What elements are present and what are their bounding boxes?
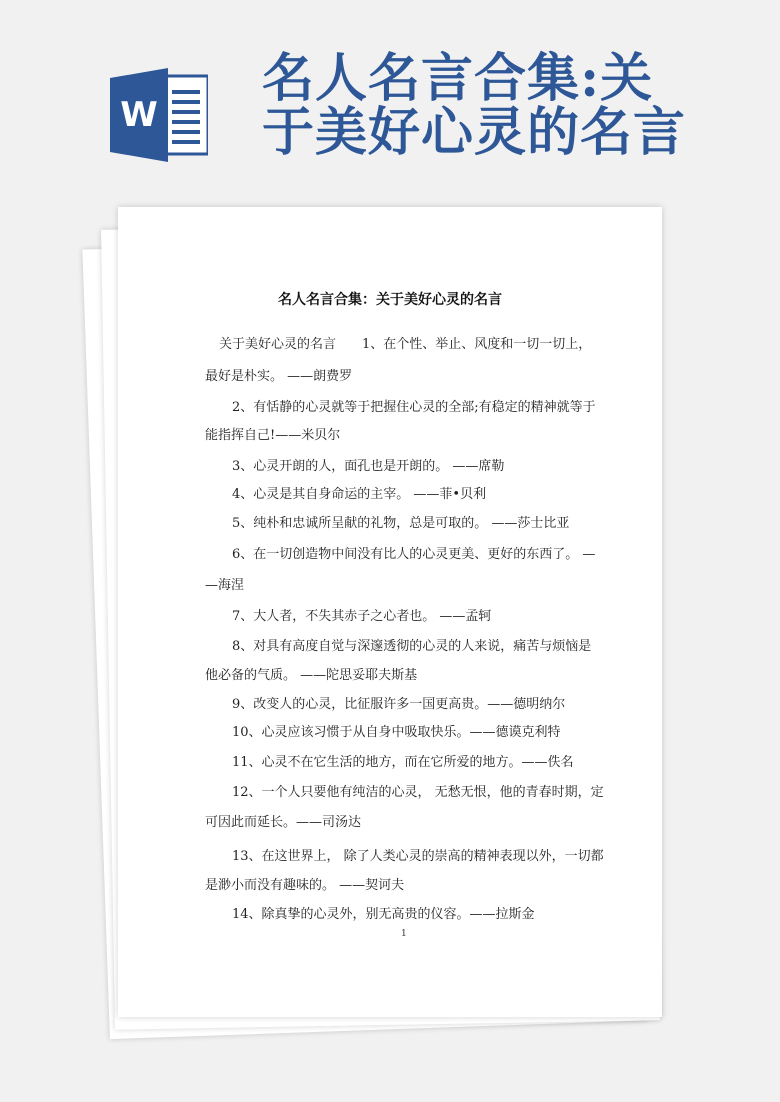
text-line: 13、在这世界上， 除了人类心灵的崇高的精神表现以外，一切都 [232, 849, 604, 864]
text-line: 关于美好心灵的名言 1、在个性、举止、风度和一切一切上， [219, 337, 592, 352]
word-icon [110, 68, 208, 162]
text-line: 9、改变人的心灵，比征服许多一国更高贵。——德明纳尔 [232, 697, 566, 712]
word-icon-letter: W [120, 95, 158, 135]
text-line: 8、对具有高度自觉与深邃透彻的心灵的人来说，痛苦与烦恼是 [232, 639, 592, 654]
page-number: 1 [401, 929, 407, 939]
text-line: —海涅 [205, 578, 245, 593]
text-line: 11、心灵不在它生活的地方，而在它所爱的地方。——佚名 [232, 755, 574, 770]
text-line: 可因此而延长。——司汤达 [205, 815, 362, 830]
document-title: 名人名言合集：关于美好心灵的名言 [278, 292, 502, 308]
text-line: 最好是朴实。 ——朗费罗 [205, 369, 353, 384]
text-line: 6、在一切创造物中间没有比人的心灵更美、更好的东西了。 — [232, 547, 596, 562]
text-line: 5、纯朴和忠诚所呈献的礼物，总是可取的。 ——莎士比亚 [232, 516, 570, 531]
text-line: 10、心灵应该习惯于从自身中吸取快乐。——德谟克利特 [232, 725, 561, 740]
document-page [118, 207, 662, 1017]
text-line: 7、大人者，不失其赤子之心者也。 ——孟轲 [232, 609, 492, 624]
banner-title-line: 名人名言合集:关 [262, 48, 654, 109]
text-line: 3、心灵开朗的人，面孔也是开朗的。 ——席勒 [232, 459, 505, 474]
text-line: 能指挥自己!——米贝尔 [205, 428, 341, 443]
text-line: 12、一个人只要他有纯洁的心灵， 无愁无恨，他的青春时期，定 [232, 785, 604, 800]
banner-title-line: 于美好心灵的名言 [262, 102, 687, 163]
text-line: 是渺小而没有趣味的。 ——契诃夫 [205, 878, 405, 893]
text-line: 4、心灵是其自身命运的主宰。 ——菲•贝利 [232, 487, 487, 502]
banner-title [262, 48, 762, 163]
text-line: 14、除真挚的心灵外，别无高贵的仪容。——拉斯金 [232, 907, 535, 922]
text-line: 他必备的气质。 ——陀思妥耶夫斯基 [205, 668, 418, 683]
text-line: 2、有恬静的心灵就等于把握住心灵的全部;有稳定的精神就等于 [232, 400, 596, 415]
